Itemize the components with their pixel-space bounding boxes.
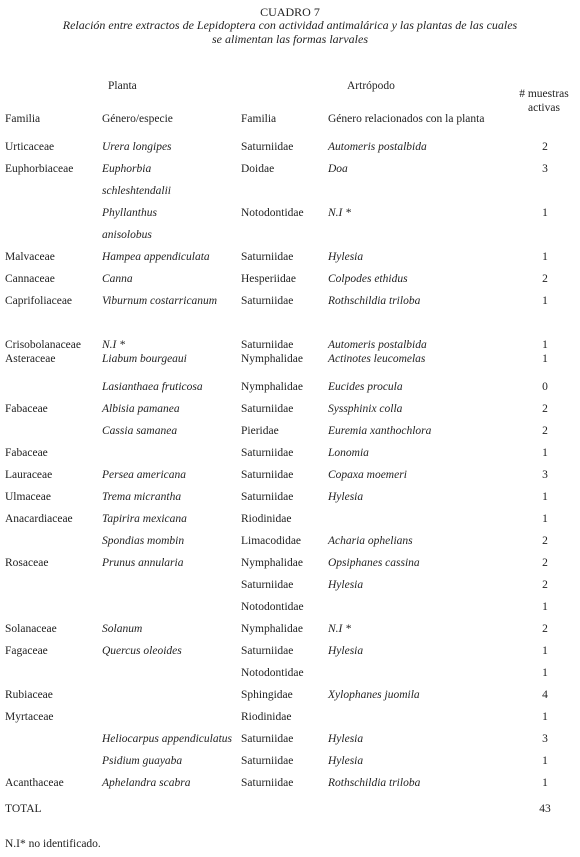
table-caption-line2: se alimentan las formas larvales [212,32,368,46]
table-cell-gen: Lasianthaea fruticosa [102,381,203,393]
table-cell-fam: Urticaceae [5,141,55,153]
table-cell-afam: Limacodidae [241,535,302,547]
table-cell-n: 1 [542,339,548,351]
table-cell-gen: Euphorbia [102,163,152,175]
table-cell-fam: Solanaceae [5,623,57,635]
table-cell-n: 2 [542,623,548,635]
table-cell-afam: Saturniidae [241,339,294,351]
table-cell-fam: Rubiaceae [5,689,53,701]
table-cell-text: Liabum bourgeaui [102,353,187,365]
table-cell-afam: Saturniidae [241,645,294,657]
table-cell-agen: Copaxa moemeri [328,469,407,481]
total-label: TOTAL [5,803,42,815]
table-cell-agen: Eucides procula [328,381,403,393]
table-cell-agen: Euremia xanthochlora [328,425,432,437]
table-cell-afam: Notodontidae [241,207,304,219]
table-cell-n: 1 [542,601,548,613]
table-cell-n: 2 [542,535,548,547]
table-cell-agen: Doa [328,163,348,175]
table-cell-afam: Nymphalidae [241,557,303,569]
table-cell-gen: Albisia pamanea [102,403,180,415]
table-cell-fam: Malvaceae [5,251,55,263]
table-cell-afam: Saturniidae [241,579,294,591]
table-cell-gen: Urera longipes [102,141,172,153]
table-cell-gen: Prunus annularia [102,557,184,569]
table-cell-n: 1 [542,295,548,307]
table-cell-gen: schleshtendalii [102,185,171,197]
table-cell-n: 1 [542,447,548,459]
table-cell-afam: Saturniidae [241,469,294,481]
table-cell-agen: Hylesia [328,579,364,591]
table-cell-afam: Pieridae [241,425,279,437]
table-cell-afam: Riodinidae [241,513,292,525]
table-cell-text: Nymphalidae [241,353,303,365]
table-cell-gen: Trema micrantha [102,491,182,503]
table-cell-afam: Notodontidae [241,601,304,613]
table-cell-fam: Cannaceae [5,273,55,285]
table-cell-agen: Acharia ophelians [328,535,413,547]
table-cell-fam: Myrtaceae [5,711,54,723]
table-cell-afam: Saturniidae [241,491,294,503]
table-cell-gen: Viburnum costarricanum [102,295,218,307]
table-cell-agen: Syssphinix colla [328,403,403,415]
table-cell-fam: Fagaceae [5,645,48,657]
table-cell-agen: N.I * [328,623,351,635]
table-cell-n: 1 [542,491,548,503]
table-cell-n: 1 [542,645,548,657]
table-cell-n: 4 [542,689,548,701]
table-cell-gen: Cassia samanea [102,425,178,437]
table-cell-afam: Nymphalidae [241,623,303,635]
table-cell-agen: Hylesia [328,755,364,767]
header-genero-relacionados: Género relacionados con la planta [328,113,485,125]
table-cell-agen [328,353,426,366]
table-cell-afam: Hesperiidae [241,273,296,285]
table-cell-agen: Hylesia [328,251,364,263]
table-cell-n: 3 [542,469,548,481]
header-muestras-line1: # muestras [519,88,569,100]
header-muestras-line2: activas [528,102,560,114]
table-cell-gen: Persea americana [102,469,186,481]
table-cell-n: 1 [542,513,548,525]
table-cell-gen [102,353,187,366]
header-planta: Planta [108,80,137,92]
table-caption-line1: Relación entre extractos de Lepidoptera con actividad antimalárica y las plantas de las cuales [62,18,518,32]
header-genero-especie: Género/especie [102,113,173,125]
table-cell-gen: Heliocarpus appendiculatus [102,733,232,745]
table-cell-n: 2 [542,425,548,437]
table-cell-agen: Rothschildia triloba [328,295,421,307]
table-cell-fam: Crisobolanaceae [5,339,81,351]
table-cell-fam: Fabaceae [5,403,48,415]
table-cell-agen: Lonomia [328,447,369,459]
table-cell-n: 1 [542,755,548,767]
table-cell-afam: Saturniidae [241,733,294,745]
table-cell-afam: Sphingidae [241,689,293,701]
table-cell-afam [241,353,303,366]
table-cell-text: Asteraceae [5,353,56,365]
table-cell-afam: Saturniidae [241,777,294,789]
table-cell-n: 2 [542,141,548,153]
table-cell-agen: Hylesia [328,645,364,657]
header-familia-planta: Familia [5,113,41,125]
table-cell-fam [5,353,56,366]
table-cell-afam: Saturniidae [241,141,294,153]
table-cell-afam: Saturniidae [241,447,294,459]
total-value: 43 [539,803,551,815]
table-cell-fam: Rosaceae [5,557,49,569]
table-cell-gen: Solanum [102,623,143,635]
footnote: N.I* no identificado. [5,838,101,850]
header-familia-artropodo: Familia [241,113,277,125]
table-cell-n [530,353,560,366]
table-cell-gen: Hampea appendiculata [102,251,210,263]
table-cell-gen: Phyllanthus [102,207,157,219]
table-cell-afam: Saturniidae [241,251,294,263]
table-cell-gen: Psidium guayaba [102,755,183,767]
table-cell-fam: Ulmaceae [5,491,51,503]
table-cell-text: 1 [542,353,548,365]
table-cell-n: 2 [542,273,548,285]
table-cell-n: 2 [542,557,548,569]
table-cell-fam: Euphorbiaceae [5,163,74,175]
table-cell-afam: Saturniidae [241,295,294,307]
table-cell-agen: N.I * [328,207,351,219]
table-cell-n: 3 [542,163,548,175]
table-cell-afam: Saturniidae [241,755,294,767]
table-cell-gen: Spondias mombin [102,535,185,547]
table-cell-afam: Nymphalidae [241,381,303,393]
table-cell-afam: Saturniidae [241,403,294,415]
table-cell-gen: Tapirira mexicana [102,513,187,525]
table-cell-agen: Automeris postalbida [328,141,427,153]
table-cell-n: 2 [542,579,548,591]
table-cell-n: 1 [542,711,548,723]
table-cell-n: 0 [542,381,548,393]
table-cell-fam: Lauraceae [5,469,53,481]
table-cell-fam: Anacardiaceae [5,513,73,525]
table-cell-agen: Automeris postalbida [328,339,427,351]
table-cell-n: 1 [542,251,548,263]
table-cell-agen: Xylophanes juomila [328,689,420,701]
table-cell-gen: Canna [102,273,133,285]
table-cell-n: 3 [542,733,548,745]
table-cell-agen: Opsiphanes cassina [328,557,420,569]
table-cell-fam: Fabaceae [5,447,48,459]
table-cell-agen: Hylesia [328,491,364,503]
header-artropodo: Artrópodo [347,80,395,92]
table-cell-afam: Doidae [241,163,275,175]
table-cell-n: 1 [542,777,548,789]
table-cell-afam: Notodontidae [241,667,304,679]
table-cell-agen: Rothschildia triloba [328,777,421,789]
table-cell-fam: Caprifoliaceae [5,295,73,307]
table-cell-agen: Hylesia [328,733,364,745]
table-cell-n: 2 [542,403,548,415]
table-cell-fam: Acanthaceae [5,777,64,789]
table-cell-gen: N.I * [102,339,125,351]
table-cell-text: Actinotes leucomelas [328,353,426,365]
table-cell-n: 1 [542,207,548,219]
table-cell-gen: Quercus oleoides [102,645,182,657]
table-cell-gen: Aphelandra scabra [102,777,191,789]
table-cell-n: 1 [542,667,548,679]
table-cell-agen: Colpodes ethidus [328,273,408,285]
table-cell-afam: Riodinidae [241,711,292,723]
table-title: CUADRO 7 [260,5,320,19]
table-cell-gen: anisolobus [102,229,152,241]
